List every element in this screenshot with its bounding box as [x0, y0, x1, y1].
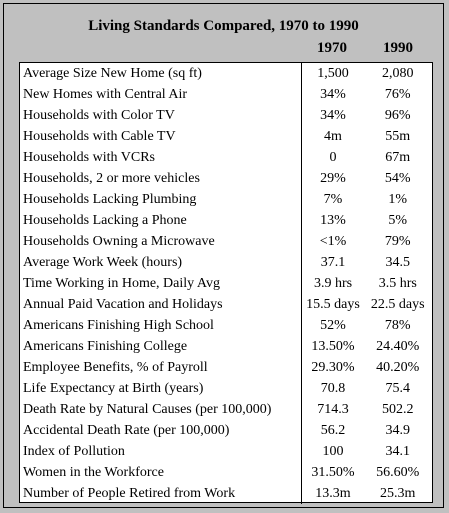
table-row — [20, 126, 432, 147]
column-header-1970: 1970 — [317, 40, 347, 56]
data-table-box — [19, 62, 433, 503]
row-label: Time Working in Home, Daily Avg — [20, 273, 302, 294]
value-1990: 67m — [385, 149, 411, 165]
table-title: Living Standards Compared, 1970 to 1990 — [88, 18, 359, 34]
value-1970: 13.3m — [315, 485, 351, 501]
table-row — [20, 420, 432, 441]
value-1970: 29% — [320, 170, 346, 186]
table-row — [20, 315, 432, 336]
row-label: Households, 2 or more vehicles — [20, 168, 302, 189]
value-1990: 5% — [388, 212, 408, 228]
value-1970: 1,500 — [317, 65, 349, 81]
table-row — [20, 189, 432, 210]
table-row — [20, 63, 432, 84]
row-label: Women in the Workforce — [20, 462, 302, 483]
row-label: Households with Color TV — [20, 105, 302, 126]
row-label: Americans Finishing College — [20, 336, 302, 357]
value-1990: 79% — [384, 233, 411, 249]
row-label: Accidental Death Rate (per 100,000) — [20, 420, 302, 441]
row-label: Households with VCRs — [20, 147, 302, 168]
value-1970: 13% — [320, 212, 346, 228]
value-1990: 78% — [384, 317, 411, 333]
row-label: Average Size New Home (sq ft) — [20, 63, 302, 84]
table-row — [20, 210, 432, 231]
row-label: Annual Paid Vacation and Holidays — [20, 294, 302, 315]
value-1970: 15.5 days — [306, 296, 360, 312]
value-1970: 31.50% — [311, 464, 355, 480]
table-row — [20, 399, 432, 420]
value-1990: 22.5 days — [370, 296, 425, 312]
column-header-1990: 1990 — [383, 40, 413, 56]
row-label: Index of Pollution — [20, 441, 302, 462]
value-1970: 34% — [320, 86, 346, 102]
row-label: Americans Finishing High School — [20, 315, 302, 336]
value-1970: 29.30% — [311, 359, 355, 375]
value-1990: 76% — [384, 86, 411, 102]
value-1990: 2,080 — [382, 65, 414, 81]
value-1990: 34.5 — [385, 254, 410, 270]
table-row — [20, 231, 432, 252]
table-row — [20, 336, 432, 357]
table-row — [20, 378, 432, 399]
value-1990: 3.5 hrs — [378, 275, 417, 291]
table-row — [20, 462, 432, 483]
table-row — [20, 273, 432, 294]
row-label: New Homes with Central Air — [20, 84, 302, 105]
value-1990: 24.40% — [376, 338, 420, 354]
value-1970: 7% — [323, 191, 343, 207]
table-row — [20, 168, 432, 189]
table-row — [20, 483, 432, 504]
table-row — [20, 294, 432, 315]
value-1990: 56.60% — [376, 464, 420, 480]
table-row — [20, 441, 432, 462]
row-label: Households with Cable TV — [20, 126, 302, 147]
row-label: Employee Benefits, % of Payroll — [20, 357, 302, 378]
table-row — [20, 252, 432, 273]
value-1970: 714.3 — [317, 401, 349, 417]
value-1970: 13.50% — [311, 338, 355, 354]
table-body — [20, 63, 432, 504]
value-1970: 3.9 hrs — [313, 275, 353, 291]
value-1990: 96% — [384, 107, 411, 123]
data-table — [20, 63, 432, 504]
row-label: Households Lacking Plumbing — [20, 189, 302, 210]
row-label: Number of People Retired from Work — [20, 483, 302, 504]
value-1990: 75.4 — [385, 380, 410, 396]
value-1990: 502.2 — [382, 401, 414, 417]
value-1990: 1% — [388, 191, 408, 207]
table-row — [20, 84, 432, 105]
value-1970: 70.8 — [320, 380, 346, 396]
value-1970: 52% — [320, 317, 346, 333]
table-row — [20, 357, 432, 378]
value-1990: 55m — [385, 128, 411, 144]
row-label: Death Rate by Natural Causes (per 100,000) — [20, 399, 302, 420]
table-row — [20, 105, 432, 126]
table-frame — [3, 3, 444, 508]
value-1990: 25.3m — [380, 485, 416, 501]
value-1970: 34% — [320, 107, 346, 123]
value-1990: 34.9 — [385, 422, 410, 438]
value-1970: 56.2 — [320, 422, 346, 438]
row-label: Average Work Week (hours) — [20, 252, 302, 273]
value-1990: 34.1 — [385, 443, 410, 459]
row-label: Households Owning a Microwave — [20, 231, 302, 252]
value-1970: <1% — [319, 233, 347, 249]
value-1990: 54% — [384, 170, 411, 186]
value-1970: 100 — [322, 443, 344, 459]
value-1970: 0 — [329, 149, 337, 165]
row-label: Households Lacking a Phone — [20, 210, 302, 231]
row-label: Life Expectancy at Birth (years) — [20, 378, 302, 399]
table-row — [20, 147, 432, 168]
value-1970: 37.1 — [320, 254, 346, 270]
value-1990: 40.20% — [376, 359, 420, 375]
value-1970: 4m — [324, 128, 342, 144]
